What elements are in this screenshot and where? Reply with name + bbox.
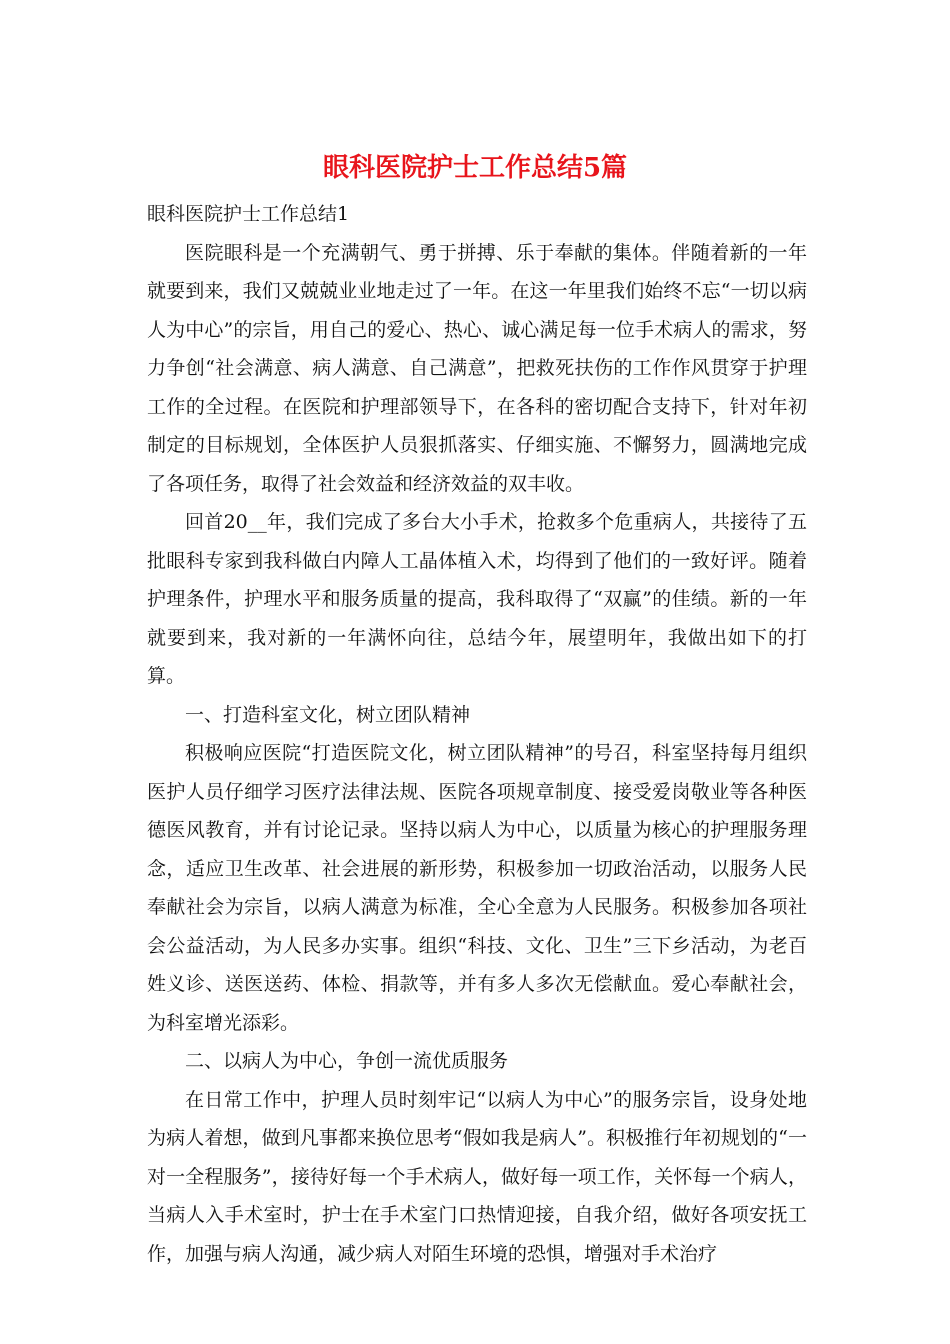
paragraph-service: 在日常工作中，护理人员时刻牢记“以病人为中心”的服务宗旨，设身处地为病人着想，做到凡事都来换位思考“假如我是病人”。积极推行年初规划的“一对一全程服务”，接待好每一个手术病人，做好每一项工作，关怀每一个病人，当病人入手术室时，护士在手术室门口热情迎接，自我介绍，做好各项安抚工作，加强与病人沟通，减少病人对陌生环境的恐惧，增强对手术治疗 — [147, 1088, 807, 1265]
section-heading-culture: 一、打造科室文化，树立团队精神 — [185, 703, 471, 726]
paragraph-review: 回首20__年，我们完成了多台大小手术，抢救多个危重病人，共接待了五批眼科专家到我科做白内障人工晶体植入术，均得到了他们的一致好评。随着护理条件，护理水平和服务质量的提高，我科取得了“双赢”的佳绩。新的一年就要到来，我对新的一年满怀向往，总结今年，展望明年，我做出如下的打算。 — [147, 511, 807, 687]
paragraph-intro: 医院眼科是一个充满朝气、勇于拼搏、乐于奉献的集体。伴随着新的一年就要到来，我们又兢兢业业地走过了一年。在这一年里我们始终不忘“一切以病人为中心”的宗旨，用自己的爱心、热心、诚心满足每一位手术病人的需求，努力争创“社会满意、病人满意、自己满意”，把救死扶伤的工作作风贯穿于护理工作的全过程。在医院和护理部领导下，在各科的密切配合支持下，针对年初制定的目标规划，全体医护人员狠抓落实、仔细实施、不懈努力，圆满地完成了各项任务，取得了社会效益和经济效益的双丰收。 — [147, 241, 807, 495]
section-heading-service: 二、以病人为中心，争创一流优质服务 — [185, 1050, 509, 1072]
document-title: 眼科医院护士工作总结5篇 — [322, 153, 628, 183]
subtitle: 眼科医院护士工作总结1 — [147, 203, 350, 225]
document-body — [147, 195, 807, 1273]
paragraph-culture: 积极响应医院“打造医院文化，树立团队精神”的号召，科室坚持每月组织医护人员仔细学习医疗法律法规、医院各项规章制度、接受爱岗敬业等各种医德医风教育，并有讨论记录。坚持以病人为中心，以质量为核心的护理服务理念，适应卫生改革、社会进展的新形势，积极参加一切政治活动，以服务人民奉献社会为宗旨，以病人满意为标准，全心全意为人民服务。积极参加各项社会公益活动，为人民多办实事。组织“科技、文化、卫生”三下乡活动，为老百姓义诊、送医送药、体检、捐款等，并有多人多次无偿献血。爱心奉献社会，为科室增光添彩。 — [147, 742, 807, 1034]
